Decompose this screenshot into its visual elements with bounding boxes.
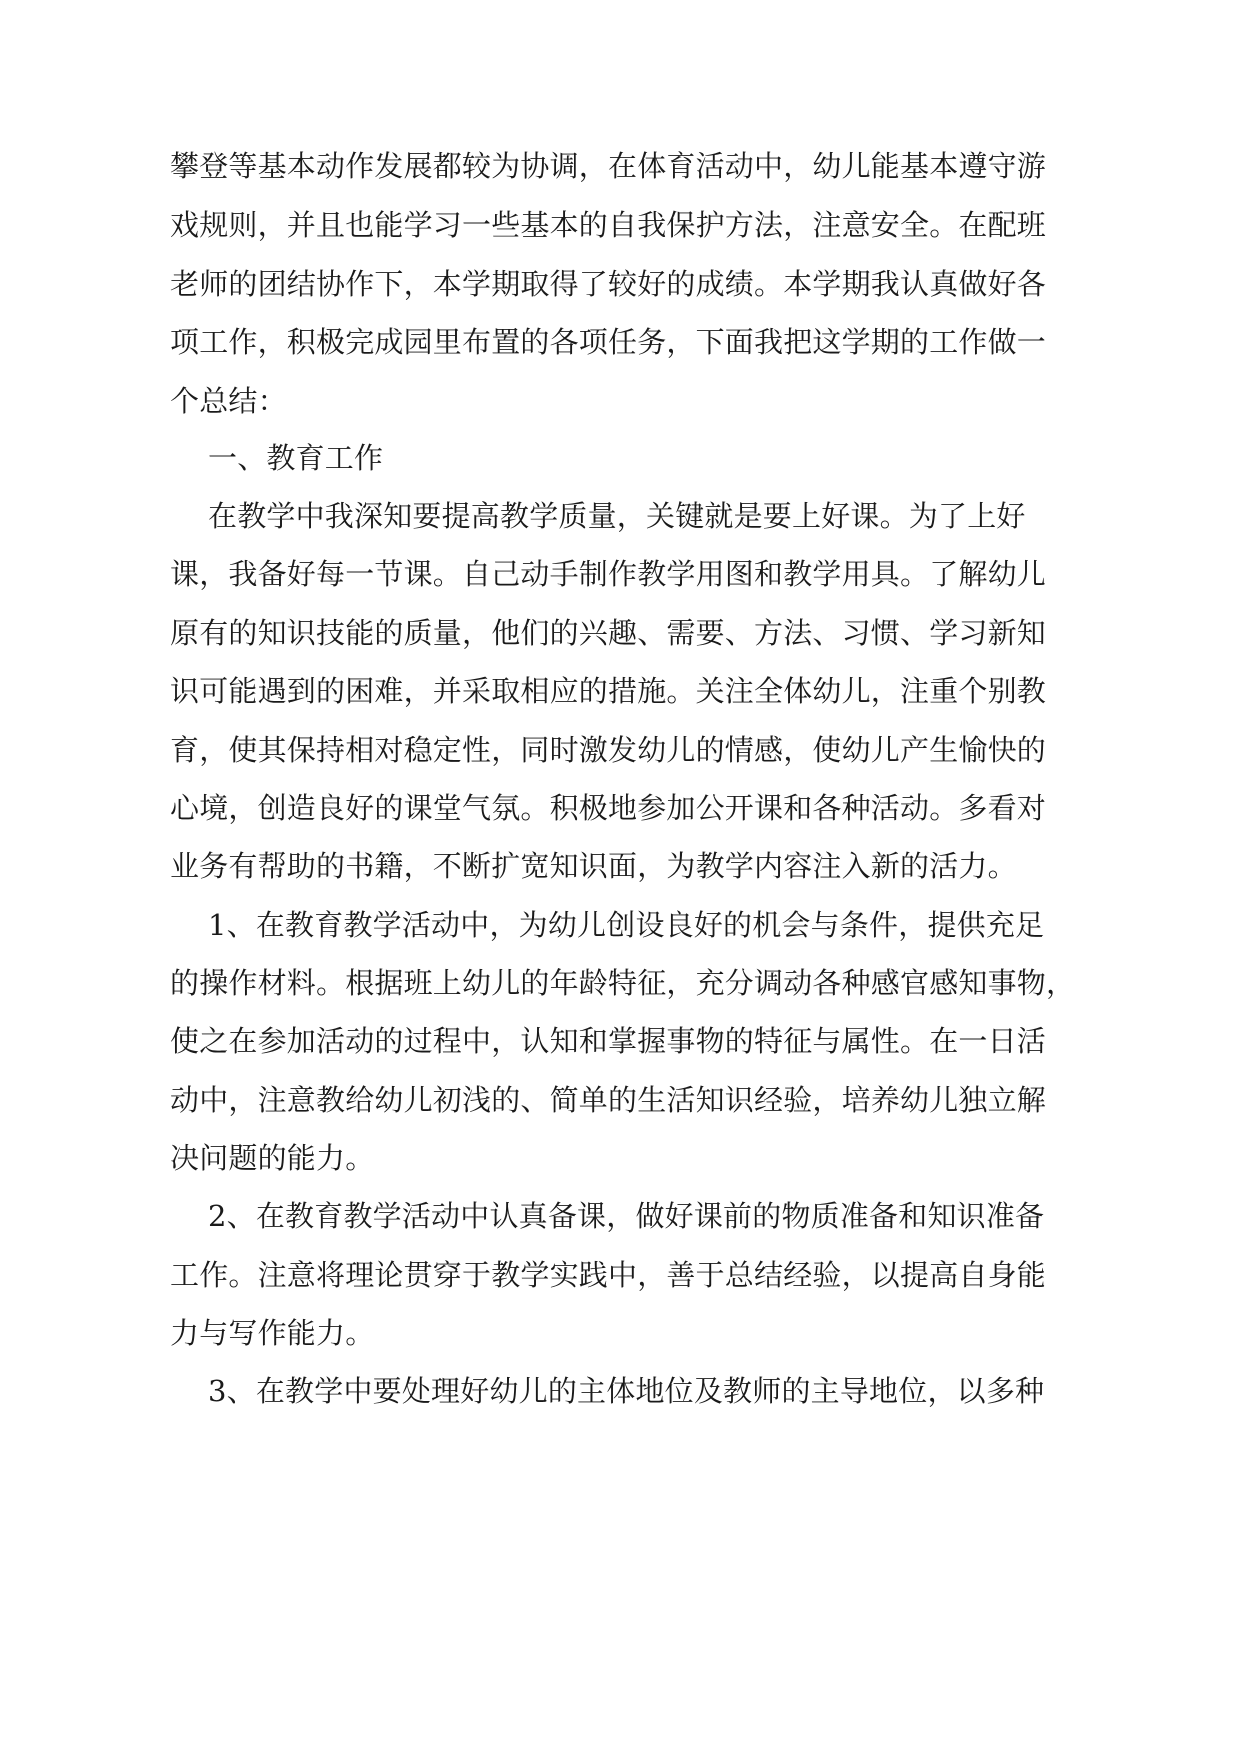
text-line: 3、在教学中要处理好幼儿的主体地位及教师的主导地位，以多种 [208, 1374, 1045, 1408]
text-line: 使之在参加活动的过程中，认知和掌握事物的特征与属性。在一日活 [170, 1024, 1047, 1058]
text-line: 项工作，积极完成园里布置的各项任务，下面我把这学期的工作做一 [170, 325, 1047, 359]
text-line: 业务有帮助的书籍，不断扩宽知识面，为教学内容注入新的活力。 [170, 849, 1017, 883]
text-line: 老师的团结协作下，本学期取得了较好的成绩。本学期我认真做好各 [170, 267, 1047, 301]
text-line: 工作。注意将理论贯穿于教学实践中，善于总结经验，以提高自身能 [170, 1258, 1047, 1292]
text-line: 个总结： [170, 384, 287, 418]
text-line: 在教学中我深知要提高教学质量，关键就是要上好课。为了上好 [208, 499, 1026, 533]
text-line: 原有的知识技能的质量，他们的兴趣、需要、方法、习惯、学习新知 [170, 616, 1047, 650]
text-line: 1、在教育教学活动中，为幼儿创设良好的机会与条件，提供充足 [208, 908, 1045, 942]
text-line: 决问题的能力。 [170, 1141, 375, 1175]
text-line: 戏规则，并且也能学习一些基本的自我保护方法，注意安全。在配班 [170, 208, 1047, 242]
text-line: 识可能遇到的困难，并采取相应的措施。关注全体幼儿，注重个别教 [170, 674, 1047, 708]
text-line: 的操作材料。根据班上幼儿的年龄特征，充分调动各种感官感知事物， [170, 966, 1076, 1000]
section-heading: 一、教育工作 [208, 441, 384, 475]
text-line: 育，使其保持相对稳定性，同时激发幼儿的情感，使幼儿产生愉快的 [170, 733, 1047, 767]
text-line: 攀登等基本动作发展都较为协调，在体育活动中，幼儿能基本遵守游 [170, 149, 1047, 183]
text-line: 心境，创造良好的课堂气氛。积极地参加公开课和各种活动。多看对 [170, 791, 1047, 825]
text-line: 力与写作能力。 [170, 1316, 375, 1350]
text-line: 动中，注意教给幼儿初浅的、简单的生活知识经验，培养幼儿独立解 [170, 1083, 1047, 1117]
text-line: 课，我备好每一节课。自己动手制作教学用图和教学用具。了解幼儿 [170, 557, 1047, 591]
text-line: 2、在教育教学活动中认真备课，做好课前的物质准备和知识准备 [208, 1199, 1045, 1233]
